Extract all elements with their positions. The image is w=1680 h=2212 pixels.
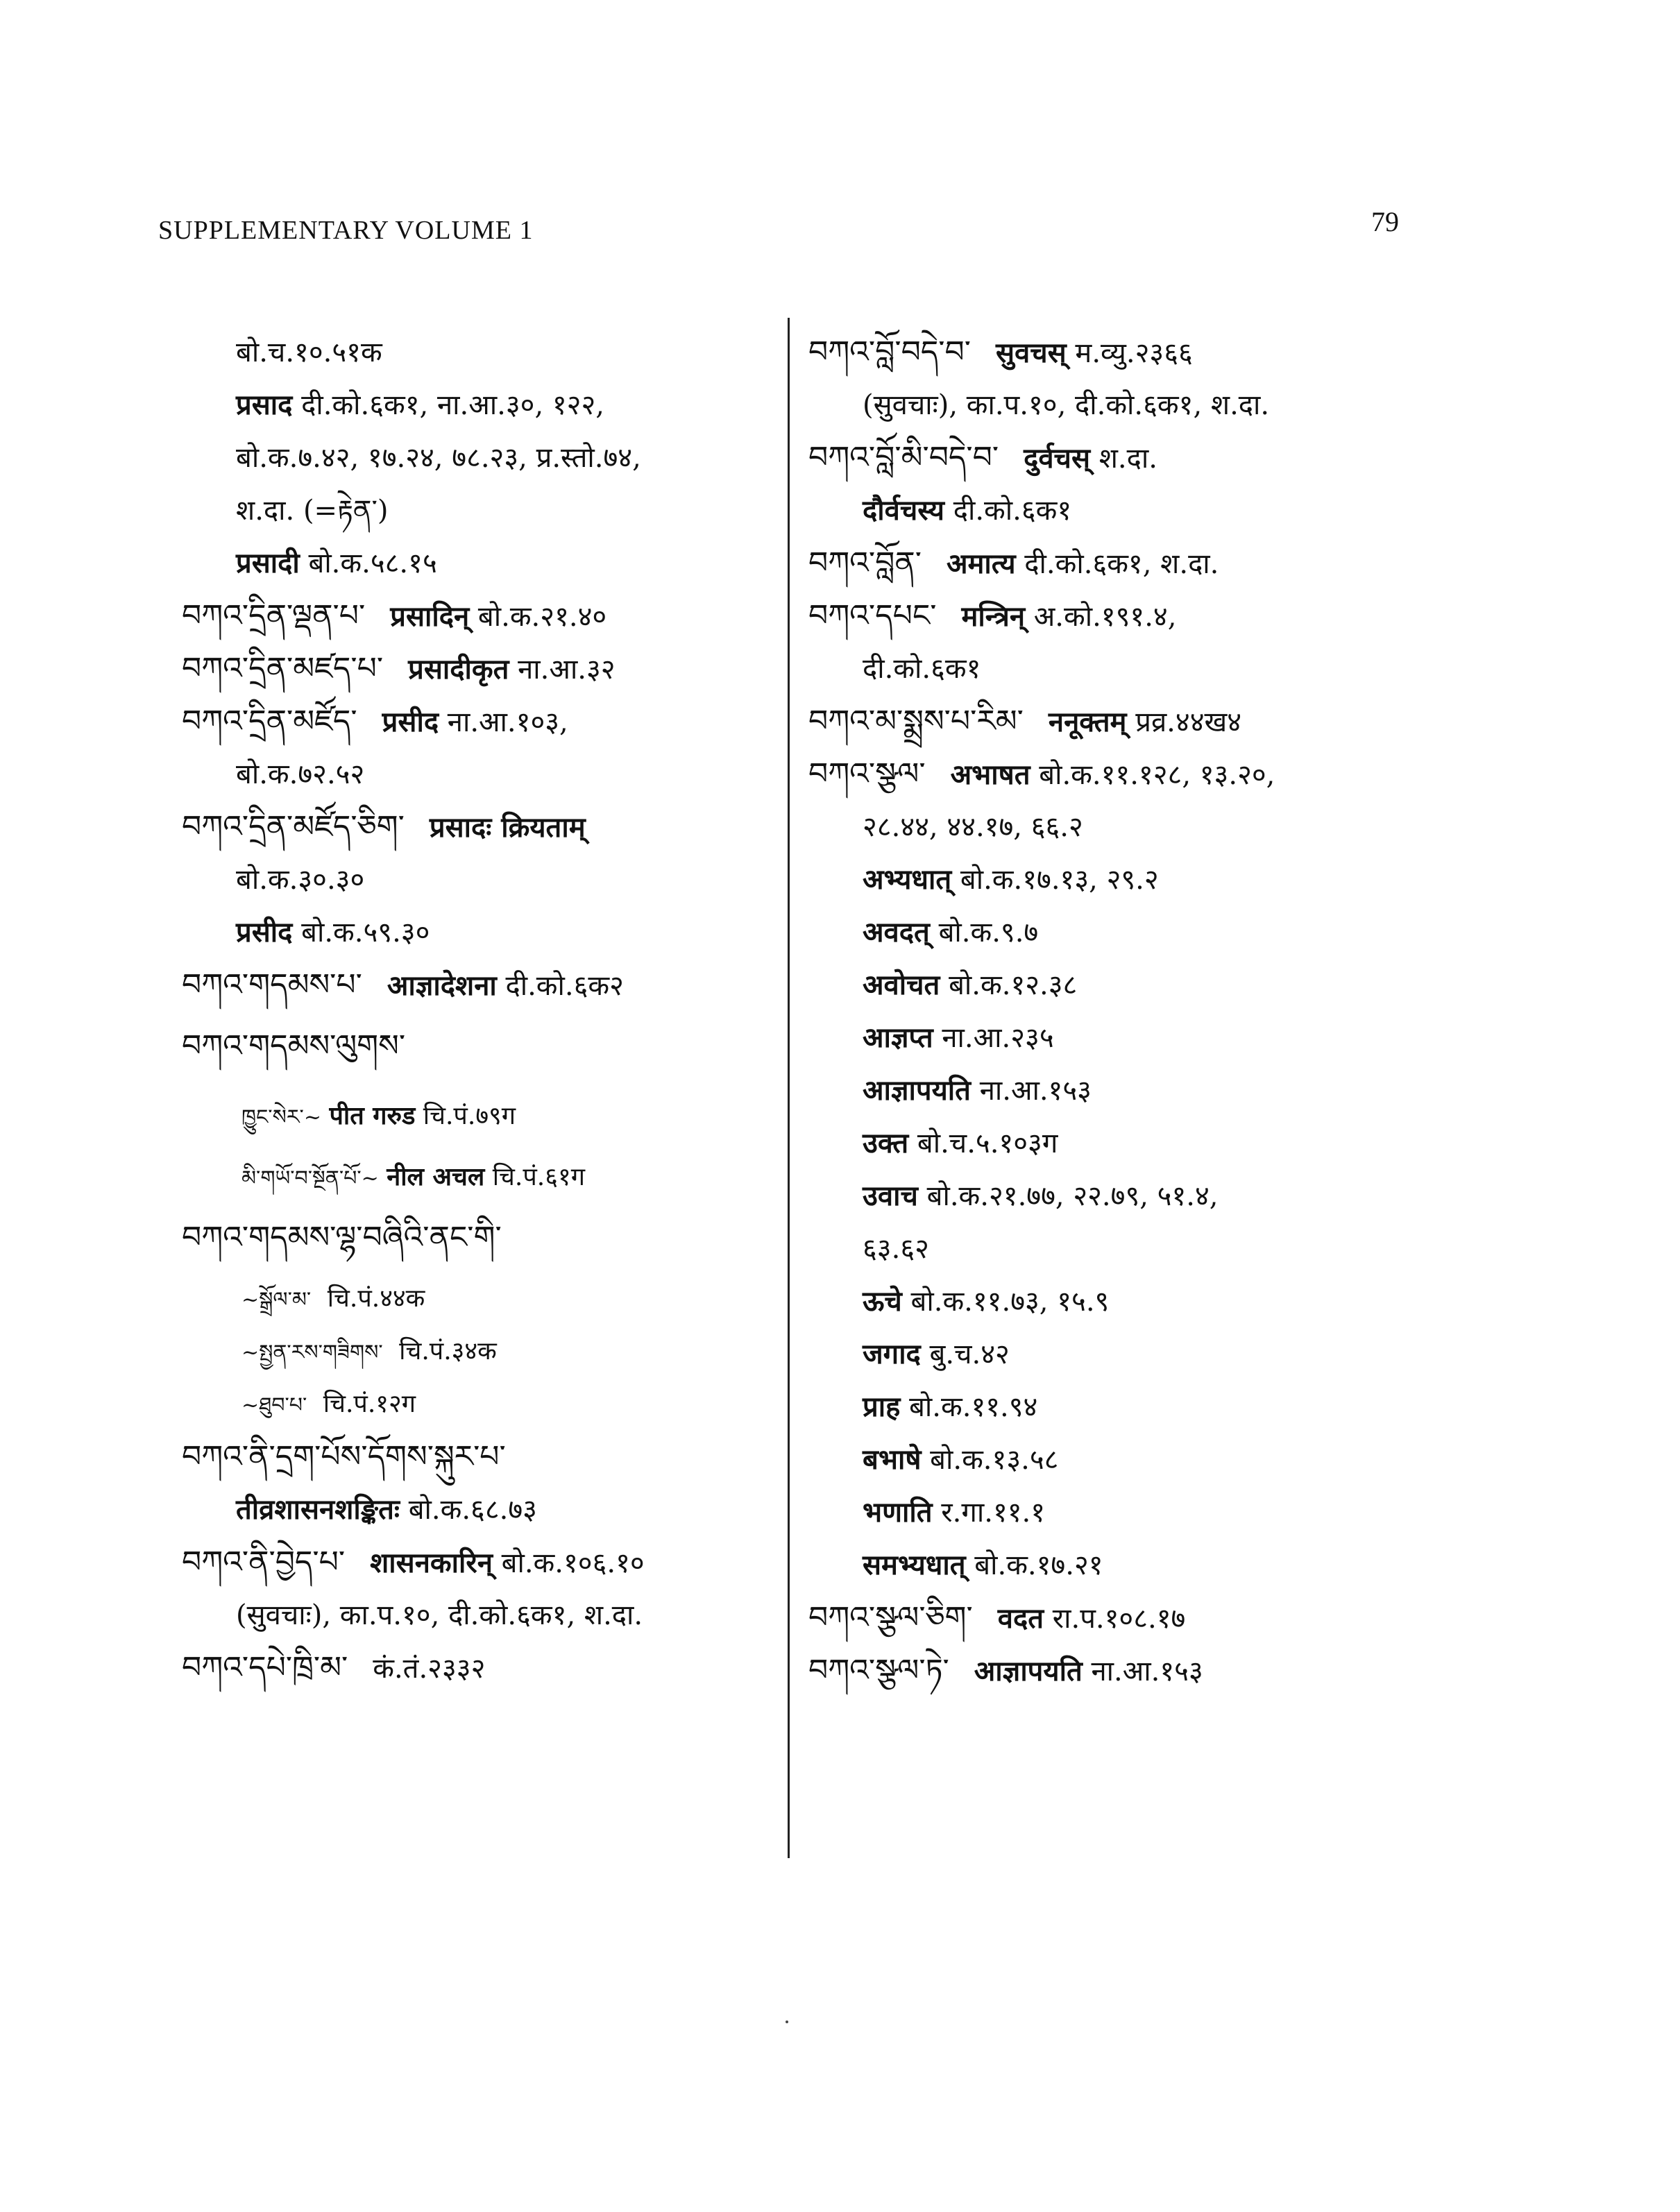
entry-line: (सुवचाः), का.प.१०, दी.को.६क१, श.दा.	[863, 389, 1270, 421]
tibetan-headword: བཀའ་དྲིན་མཛོད་	[182, 704, 357, 739]
tibetan-headword: བཀའ་ནི་བྱེད་པ་	[182, 1545, 346, 1580]
speck-mark	[786, 2020, 788, 2023]
headword-line: བཀའ་དཔང་ मन्त्रिन् अ.को.१९१.४,	[808, 598, 1177, 633]
running-header: SUPPLEMENTARY VOLUME 1	[158, 216, 534, 245]
tibetan-headword: བཀའ་སྩལ་	[808, 756, 926, 792]
headword-line: བཀའ་བློན་ अमात्य दी.को.६क१, श.दा.	[808, 545, 1219, 581]
headword-line: བཀའ་སྩལ་ अभाषत बो.क.११.१२८, १३.२०,	[808, 756, 1275, 792]
sub-entry-line: མི་གཡོ་བ་སྔོན་པོ་~ नील अचल चि.पं.६१ग	[241, 1162, 585, 1191]
headword-line: བཀའ་དྲིན་ལྡན་པ་ प्रसादिन् बो.क.२१.४०	[182, 598, 607, 633]
page-number: 79	[1371, 206, 1399, 237]
headword-line: བཀའ་ནི་བྱེད་པ་ शासनकारिन् बो.क.१०६.१०	[182, 1545, 645, 1580]
headword-line	[182, 1431, 772, 1483]
entry-line: बो.क.७.४२, १७.२४, ७८.२३, प्र.स्तो.७४,	[236, 442, 641, 474]
entry-line: अवोचत बो.क.१२.३८	[863, 969, 1078, 1001]
tibetan-headword: བཀའ་གདམས་ལུགས་	[182, 1028, 406, 1064]
entry-line: अभ्यधात् बो.क.१७.१३, २९.२	[863, 863, 1159, 896]
sub-entry-line: ཁྱུང་སེར་~ पीत गरुड चि.पं.७९ग	[241, 1101, 516, 1130]
entry-line: दौर्वचस्य दी.को.६क१	[863, 494, 1072, 527]
sub-entry-line: ~ཐུབ་པ་ चि.पं.१२ग	[241, 1390, 416, 1418]
column-divider	[788, 318, 790, 1858]
entry-line: आज्ञप्त ना.आ.२३५	[863, 1021, 1054, 1054]
headword-line: བཀའ་བློ་བདེ་བ་ सुवचस् म.व्यु.२३६६	[808, 334, 1193, 370]
tibetan-headword: བཀའ་དཔང་	[808, 598, 937, 633]
entry-line: बो.च.१०.५१क	[236, 337, 382, 368]
headword-line: བཀའ་གདམས་པ་ आज्ञादेशना दी.को.६क२	[182, 967, 624, 1003]
tibetan-headword: བཀའ་གདམས་ལྷ་བཞིའི་ནང་གི་	[182, 1220, 502, 1255]
entry-line: भणाति र.गा.११.१	[863, 1496, 1046, 1529]
entry-line: प्रसाद दी.को.६क१, ना.आ.३०, १२२,	[236, 389, 604, 421]
entry-line: जगाद बु.च.४२	[863, 1338, 1010, 1370]
tibetan-headword: བཀའ་དྲིན་མཛོད་ཅིག་	[182, 809, 405, 844]
entry-line: ६३.६२	[863, 1233, 929, 1265]
tibetan-headword: བཀའ་ནི་དྲག་པོས་དོགས་སྐུར་པ་	[182, 1439, 506, 1474]
entry-line: प्रसादी बो.क.५८.१५	[236, 547, 437, 579]
entry-line: दी.को.६क१	[863, 653, 981, 685]
entry-line: (सुवचाः), का.प.१०, दी.को.६क१, श.दा.	[236, 1599, 643, 1631]
entry-line: बभाषे बो.क.१३.५८	[863, 1443, 1059, 1476]
right-column	[808, 326, 1419, 1697]
entry-line: तीव्रशासनशङ्कितः बो.क.६८.७३	[236, 1493, 537, 1526]
tibetan-headword: བཀའ་དྲིན་མཛད་པ་	[182, 651, 384, 686]
headword-line	[182, 1203, 772, 1273]
left-column	[182, 326, 772, 1694]
headword-line: བཀའ་མ་སྨྲས་པ་རིམ་ ननूक्तम् प्रव्र.४४ख४	[808, 704, 1242, 739]
headword-line: བཀའ་སྩལ་ཅིག་ वदत रा.प.१०८.१७	[808, 1600, 1186, 1635]
tibetan-headword: བཀའ་དཔེ་ཁྲི་མ་	[182, 1650, 348, 1685]
tibetan-headword: བཀའ་བློན་	[808, 545, 922, 581]
entry-line: आज्ञापयति ना.आ.१५३	[863, 1074, 1092, 1107]
headword-line	[182, 1012, 772, 1081]
sub-entry-line: ~སྒྲོལ་མ་ चि.पं.४४क	[241, 1284, 425, 1313]
entry-line: प्राह बो.क.११.९४	[863, 1390, 1038, 1423]
entry-line: श.दा. (=རྟེན་)	[236, 495, 389, 527]
headword-line: བཀའ་སྩལ་ཏེ་ आज्ञापयति ना.आ.१५३	[808, 1653, 1203, 1688]
entry-line: ऊचे बो.क.११.७३, १५.९	[863, 1285, 1110, 1318]
entry-line: समभ्यधात् बो.क.१७.२१	[863, 1549, 1103, 1581]
tibetan-headword: བཀའ་གདམས་པ་	[182, 967, 362, 1003]
entry-line: प्रसीद बो.क.५९.३०	[236, 916, 430, 948]
headword-line: བཀའ་དཔེ་ཁྲི་མ་ कं.तं.२३३२	[182, 1650, 486, 1685]
entry-line: उक्त बो.च.५.१०३ग	[863, 1127, 1058, 1159]
entry-line: बो.क.३०.३०	[236, 864, 365, 896]
entry-line: बो.क.७२.५२	[236, 758, 365, 790]
entry-line: उवाच बो.क.२१.७७, २२.७९, ५१.४,	[863, 1180, 1219, 1212]
tibetan-headword: བཀའ་བློ་མི་བདེ་བ་	[808, 440, 999, 475]
entry-line: अवदत् बो.क.९.७	[863, 916, 1039, 948]
headword-line: བཀའ་བློ་མི་བདེ་བ་ दुर्वचस् श.दा.	[808, 440, 1157, 475]
tibetan-headword: བཀའ་མ་སྨྲས་པ་རིམ་	[808, 704, 1024, 739]
sub-entry-line: ~སྤྱན་རས་གཟིགས་ चि.पं.३४क	[241, 1337, 497, 1366]
entry-line: २८.४४, ४४.१७, ६६.२	[863, 811, 1083, 843]
tibetan-headword: བཀའ་སྩལ་ཏེ་	[808, 1653, 949, 1688]
tibetan-headword: བཀའ་བློ་བདེ་བ་	[808, 334, 971, 370]
headword-line: བཀའ་དྲིན་མཛོད་ཅིག་ प्रसादः क्रियताम्	[182, 809, 586, 844]
tibetan-headword: བཀའ་སྩལ་ཅིག་	[808, 1600, 973, 1635]
headword-line: བཀའ་དྲིན་མཛོད་ प्रसीद ना.आ.१०३,	[182, 704, 568, 739]
headword-line: བཀའ་དྲིན་མཛད་པ་ प्रसादीकृत ना.आ.३२	[182, 651, 616, 686]
tibetan-headword: བཀའ་དྲིན་ལྡན་པ་	[182, 598, 366, 633]
